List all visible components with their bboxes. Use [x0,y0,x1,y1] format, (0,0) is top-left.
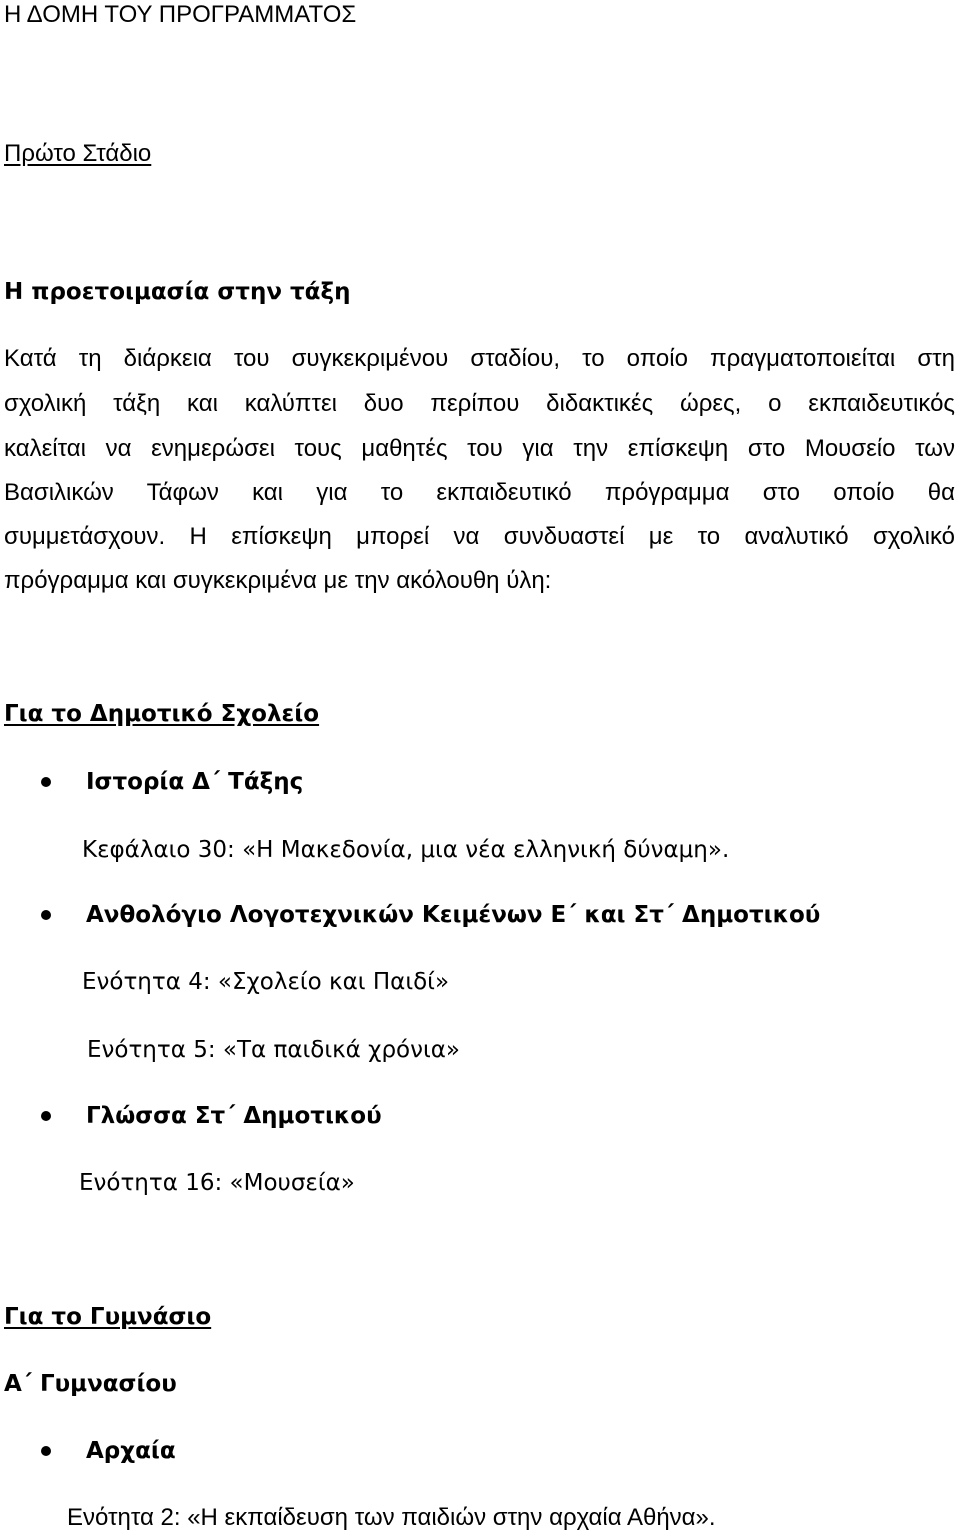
list-item-title: Ανθολόγιο Λογοτεχνικών Κειμένων Ε΄ και Στ΄ Δημοτικού [86,902,821,928]
bullet-icon [41,777,51,787]
list-item-title: Ιστορία Δ΄ Τάξης [86,769,304,795]
grade-heading: Α΄ Γυμνασίου [4,1371,177,1397]
prep-heading: Η προετοιμασία στην τάξη [4,279,351,305]
document-title: Η ΔΟΜΗ ΤΟΥ ΠΡΟΓΡΑΜΜΑΤΟΣ [4,1,357,28]
primary-school-heading: Για το Δημοτικό Σχολείο [4,701,320,727]
paragraph-line: συμμετάσχουν. Η επίσκεψη μπορεί να συνδυαστεί με το αναλυτικό σχολικό [4,523,955,550]
bullet-icon [41,910,51,920]
secondary-school-heading: Για το Γυμνάσιο [4,1304,212,1330]
list-item-detail: Ενότητα 5: «Τα παιδικά χρόνια» [87,1037,460,1063]
list-item-title: Αρχαία [86,1438,176,1464]
list-item-detail: Κεφάλαιο 30: «Η Μακεδονία, μια νέα ελληνική δύναμη». [82,837,730,863]
list-item-title: Γλώσσα Στ΄ Δημοτικού [86,1103,382,1129]
paragraph-line: πρόγραμμα και συγκεκριμένα με την ακόλουθη ύλη: [4,567,552,594]
paragraph-line: Κατά τη διάρκεια του συγκεκριμένου σταδίου, το οποίο πραγματοποιείται στη [4,345,955,372]
stage-heading: Πρώτο Στάδιο [4,140,152,167]
list-item-detail: Ενότητα 16: «Μουσεία» [79,1170,355,1196]
list-item-detail: Ενότητα 4: «Σχολείο και Παιδί» [82,969,450,995]
paragraph-line: καλείται να ενημερώσει τους μαθητές του για την επίσκεψη στο Μουσείο των [4,435,955,462]
paragraph-line: σχολική τάξη και καλύπτει δυο περίπου διδακτικές ώρες, ο εκπαιδευτικός [4,390,955,417]
bullet-icon [41,1446,51,1456]
bullet-icon [41,1111,51,1121]
paragraph-line: Βασιλικών Τάφων και για το εκπαιδευτικό πρόγραμμα στο οποίο θα [4,479,955,506]
list-item-detail: Ενότητα 2: «Η εκπαίδευση των παιδιών στην αρχαία Αθήνα». [67,1504,716,1531]
